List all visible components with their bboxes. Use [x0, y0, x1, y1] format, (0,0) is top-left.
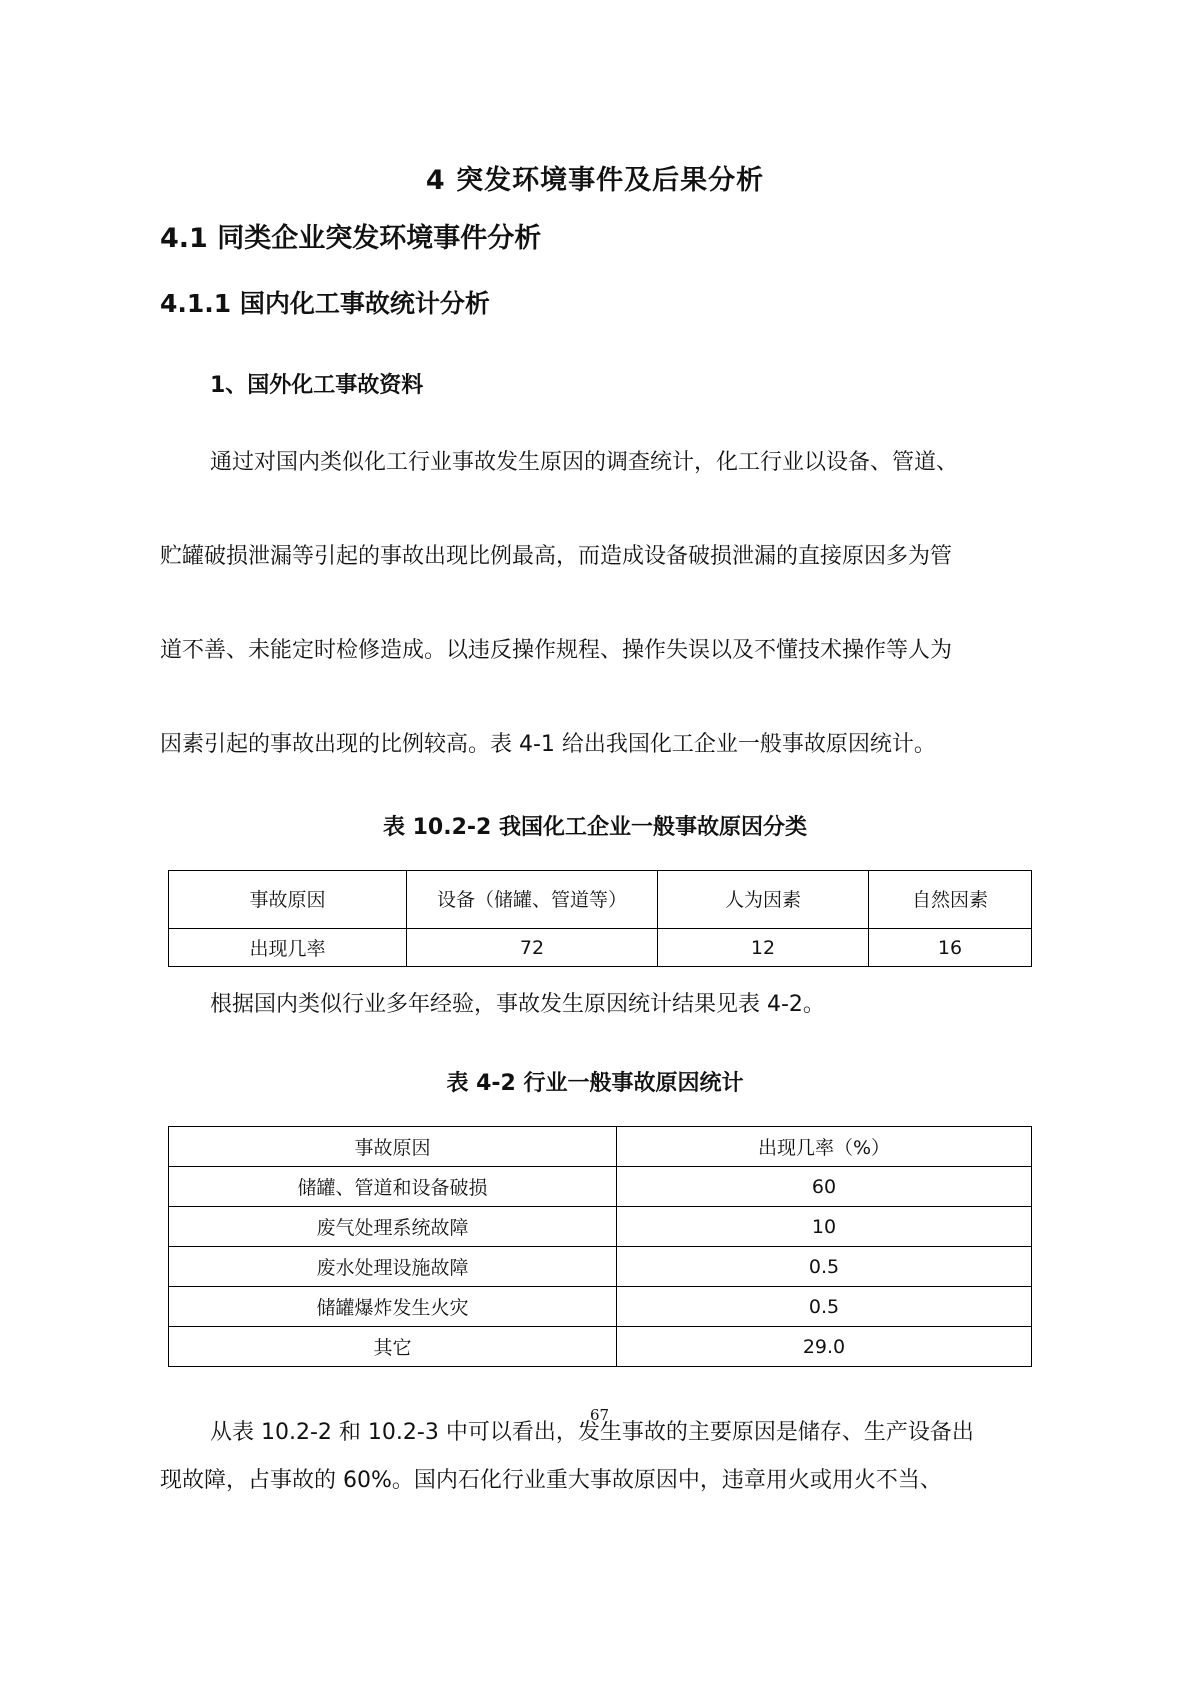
page-number: 67: [590, 1406, 610, 1424]
table-row: [169, 1167, 1032, 1207]
table-row: [169, 1247, 1032, 1287]
table2-caption: 表 4-2 行业一般事故原因统计: [446, 1071, 744, 1096]
table-header-cell: 事故原因: [169, 871, 407, 929]
table-cell: 0.5: [617, 1247, 1032, 1287]
table-header-cell: 出现几率（%）: [617, 1127, 1032, 1167]
table1-caption: 表 10.2-2 我国化工企业一般事故原因分类: [382, 815, 808, 840]
table-cell: 10: [617, 1207, 1032, 1247]
table-cell: 29.0: [617, 1327, 1032, 1367]
table-row: [169, 929, 1032, 967]
paragraph1-line-4: 因素引起的事故出现的比例较高。表 4-1 给出我国化工企业一般事故原因统计。: [160, 732, 936, 757]
paragraph1-line-1: 通过对国内类似化工行业事故发生原因的调查统计，化工行业以设备、管道、: [210, 450, 959, 475]
table-row: [169, 1207, 1032, 1247]
paragraph3-line-2: 现故障，占事故的 60%。国内石化行业重大事故原因中，违章用火或用火不当、: [160, 1468, 942, 1493]
table-cell: 16: [869, 929, 1032, 967]
section-title: 4.1 同类企业突发环境事件分析: [160, 223, 542, 254]
table-cell: 废气处理系统故障: [169, 1207, 617, 1247]
chapter-title: 4 突发环境事件及后果分析: [425, 165, 765, 196]
accident-cause-table: [168, 870, 1032, 967]
table-header-cell: 设备（储罐、管道等）: [407, 871, 658, 929]
table-cell: 储罐、管道和设备破损: [169, 1167, 617, 1207]
paragraph2: 根据国内类似行业多年经验，事故发生原因统计结果见表 4-2。: [210, 992, 825, 1017]
table-cell: 其它: [169, 1327, 617, 1367]
table-header-cell: 自然因素: [869, 871, 1032, 929]
table-cell: 废水处理设施故障: [169, 1247, 617, 1287]
table-cell: 出现几率: [169, 929, 407, 967]
table-cell: 12: [658, 929, 869, 967]
table-cell: 0.5: [617, 1287, 1032, 1327]
table-row: [169, 1287, 1032, 1327]
paragraph3-line-1: 从表 10.2-2 和 10.2-3 中可以看出，发生事故的主要原因是储存、生产设备出: [210, 1420, 974, 1445]
table-header-cell: 事故原因: [169, 1127, 617, 1167]
table-cell: 60: [617, 1167, 1032, 1207]
paragraph1-line-3: 道不善、未能定时检修造成。以违反操作规程、操作失误以及不懂技术操作等人为: [160, 638, 953, 663]
industry-accident-table: [168, 1126, 1032, 1367]
table-row: [169, 1127, 1032, 1167]
table-header-cell: 人为因素: [658, 871, 869, 929]
item-heading: 1、国外化工事故资料: [210, 373, 424, 398]
paragraph1-line-2: 贮罐破损泄漏等引起的事故出现比例最高，而造成设备破损泄漏的直接原因多为管: [160, 544, 953, 569]
subsection-title: 4.1.1 国内化工事故统计分析: [160, 289, 490, 318]
table-row: [169, 871, 1032, 929]
table-cell: 储罐爆炸发生火灾: [169, 1287, 617, 1327]
table-row: [169, 1327, 1032, 1367]
table-cell: 72: [407, 929, 658, 967]
